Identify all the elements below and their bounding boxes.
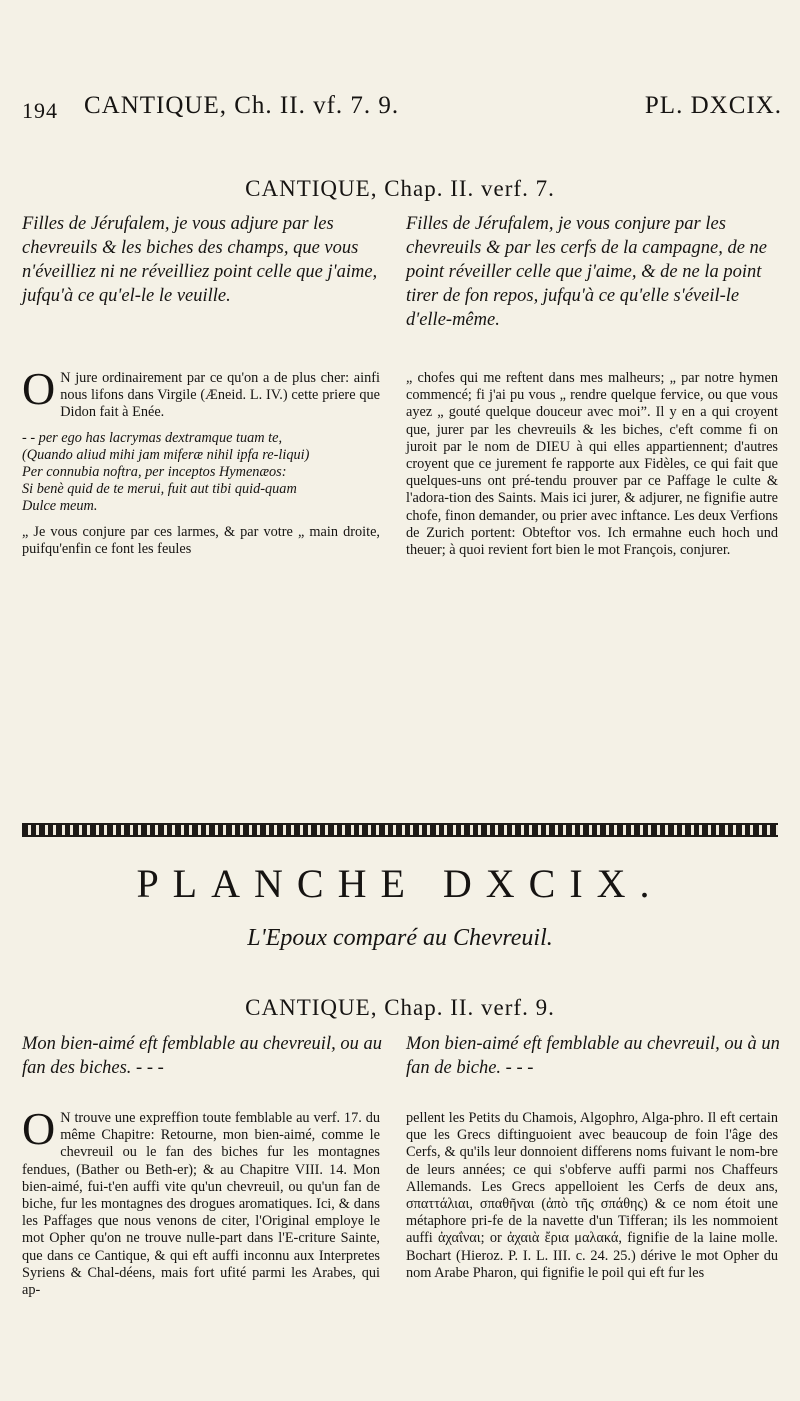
running-header <box>22 92 782 134</box>
commentary-verse-7-left <box>22 363 380 558</box>
commentary-verse-9-left <box>22 1103 380 1299</box>
running-title: CANTIQUE, Ch. II. vf. 7. 9. <box>84 92 400 119</box>
quote-line: Dulce meum. <box>22 498 98 515</box>
verse-9-version-right: Mon bien-aimé eft femblable au chevreuil, ou à un fan de biche. - - - <box>406 1034 780 1078</box>
section-heading-verse-7: CANTIQUE, Chap. II. verf. 7. <box>245 176 555 201</box>
plate-subtitle: L'Epoux comparé au Chevreuil. <box>247 925 553 951</box>
ornamental-divider <box>22 823 778 837</box>
page-number: 194 <box>22 98 58 123</box>
quote-translation: „ Je vous conjure par ces larmes, & par votre „ main droite, puifqu'enfin ce font les feules <box>22 523 380 557</box>
quote-line: Per connubia noftra, per inceptos Hymenæos: <box>22 464 287 481</box>
verse-7-version-left: Filles de Jérufalem, je vous adjure par les chevreuils & les biches des champs, que vous n'éveilliez ni ne réveilliez point celle que j'aime, jufqu'à ce qu'el-le le veuille. <box>22 214 378 306</box>
section-heading-verse-9: CANTIQUE, Chap. II. verf. 9. <box>245 995 555 1020</box>
commentary-verse-7-right: „ chofes qui me reftent dans mes malheurs; „ par notre hymen commencé; fi j'ai pu vous „ rendre quelque fervice, ou que vous ayez „ gouté quelque douceur avec moi”. Il y en a qui croyent que, jurer par les chevreuils & les biches, c'eft comme fi on juroit par le nom de DIEU à qui elles appartiennent; d'autres croyent que ce jurement fe rapporte aux Fidèles, ce qui fait que quelques-uns ont pré-tendu prouver par ce Paffage le culte & l'adora-tion des Saints. Mais ici jurer, & adjurer, ne fignifie autre chofe, finon demander, ou prier avec inftance. Les deux Verfions de Zurich portent: Obteftor vos. Ich ermahne euch hoch und theuer; à quoi revient fort bien le mot François, conjurer. <box>406 370 778 559</box>
verse-7-version-right: Filles de Jérufalem, je vous conjure par les chevreuils & par les cerfs de la campagne, de ne point réveiller celle que j'aime, & de ne la point tirer de fon repos, jufqu'à ce qu'elle s'éveil-le d'elle-même. <box>406 214 767 330</box>
quote-line: - - per ego has lacrymas dextramque tuam te, <box>22 429 283 446</box>
commentary-intro: N jure ordinairement par ce qu'on a de plus cher: ainfi nous lifons dans Virgile (Æneid. L. IV.) cette priere que Didon fait à Enée. <box>60 370 380 421</box>
drop-cap: O <box>22 1103 56 1154</box>
virgil-quote <box>22 430 380 516</box>
plate-title: PLANCHE DXCIX. <box>136 861 664 906</box>
commentary-text: N trouve une expreffion toute femblable au verf. 17. du même Chapitre: Retourne, mon bien-aimé, comme le chevreuil ou le fan des biches fur les montagnes fendues, (Bather ou Beth-er); & au Chapitre VIII. 14. Mon bien-aimé, fui-t'en auffi vite qu'un chevreuil, ou qu'un fan de biche, fur les montagnes des drogues aromatiques. Ici, & dans les Paffages que nous venons de citer, l'Original employe le mot Opher qu'on ne trouve nulle-part dans l'E-criture Sainte, que dans ce Cantique, & qui eft auffi inconnu aux Interpretes Syriens & Chal-déens, mais fort ufité parmi les Arabes, qui ap- <box>22 1110 380 1299</box>
plate-reference: PL. DXCIX. <box>644 92 782 119</box>
quote-line: Si benè quid de te merui, fuit aut tibi quid-quam <box>22 481 297 498</box>
quote-line: (Quando aliud mihi jam miferæ nihil ipfa re-liqui) <box>22 446 310 463</box>
commentary-verse-9-right: pellent les Petits du Chamois, Algophro, Alga-phro. Il eft certain que les Grecs diftinguoient avec beaucoup de foin l'âge des Cerfs, & qu'ils leur donnoient differens noms fuivant le nom-bre de leurs années; ce qui s'obferve auffi parmi nos Chaffeurs Allemands. Les Grecs appelloient les Cerfs de deux ans, σπαττάλιαι, σπαθῆναι (ἀπὸ τῆς σπάθης) & ce nom étoit une métaphore pri-fe de la navette d'un Tifferan; ils les nommoient auffi ἀχαΐναι; or ἀχαιὰ ἔρια μαλακά, fignifie de la laine molle. Bochart (Hieroz. P. I. L. III. c. 24. 25.) dérive le mot Opher du nom Arabe Pharon, qui fignifie le poil qui eft fur les <box>406 1110 778 1281</box>
drop-cap: O <box>22 363 56 414</box>
verse-9-version-left: Mon bien-aimé eft femblable au chevreuil, ou au fan des biches. - - - <box>22 1034 382 1078</box>
